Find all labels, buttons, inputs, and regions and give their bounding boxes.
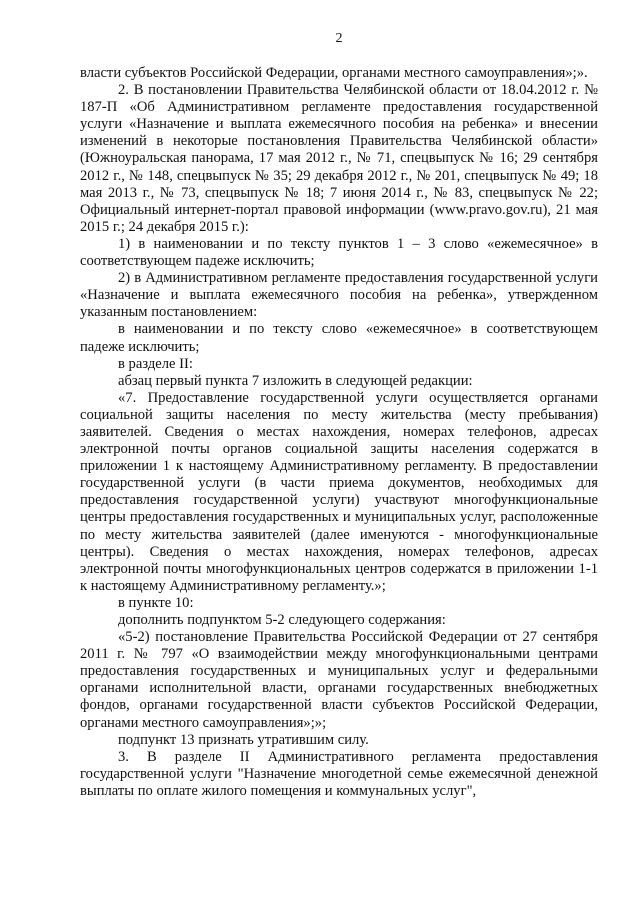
paragraph-item-2: 2. В постановлении Правительства Челябинской области от 18.04.2012 г. № 187-П «Об Административном регламенте предоставления государственной услуги «Назначение и выплата ежемесячного пособия на ребенка» и внесении изменений в некоторые постановления Правительства Челябинской области» (Южноуральская панорама, 17 мая 2012 г., № 71, спецвыпуск № 16; 29 сентября 2012 г., № 148, спецвыпуск № 35; 29 декабря 2012 г., № 201, спецвыпуск № 49; 18 мая 2013 г., № 73, спецвыпуск № 18; 7 июня 2014 г., № 83, спецвыпуск № 22; Официальный интернет-портал правовой информации (www.pravo.gov.ru), 21 мая 2015 г.; 24 декабря 2015 г.): xyxy=(80,82,598,235)
paragraph-clause-7-intro: абзац первый пункта 7 изложить в следующей редакции: xyxy=(118,372,473,389)
paragraph-subitem-1: 1) в наименовании и по тексту пунктов 1 – 3 слово «ежемесячное» в соответствующем падеже исключить; xyxy=(80,235,598,270)
paragraph-subclause-5-2: «5-2) постановление Правительства Российской Федерации от 27 сентября 2011 г. № 797 «О взаимодействии между многофункциональными центрами предоставления государственных и муниципальных услуг и федеральными органами исполнительной власти, органами государственных внебюджетных фондов, органами государственной власти субъектов Российской Федерации, органами местного самоуправления»;»; xyxy=(80,629,598,731)
paragraph-continuation: власти субъектов Российской Федерации, органами местного самоуправления»;». xyxy=(80,65,588,81)
document-page xyxy=(80,30,598,800)
page-number: 2 xyxy=(335,31,343,46)
paragraph-section-ii: в разделе II: xyxy=(118,355,193,372)
paragraph-name-change: в наименовании и по тексту слово «ежемесячное» в соответствующем падеже исключить; xyxy=(80,321,598,355)
paragraph-add-subclause: дополнить подпунктом 5-2 следующего содержания: xyxy=(118,612,446,628)
paragraph-item-3: 3. В разделе II Административного регламента предоставления государственной услуги "Назначение многодетной семье ежемесячной денежной выплаты по оплате жилого помещения и коммунальных услуг", xyxy=(80,748,598,799)
paragraph-clause-7-text: «7. Предоставление государственной услуги осуществляется органами социальной защиты населения по месту жительства (месту пребывания) заявителей. Сведения о местах нахождения, номерах телефонов, адресах электронной почты органов социальной защиты населения содержатся в приложении 1 к настоящему Административному регламенту. В предоставлении государственной услуги (в части приема документов, необходимых для предоставления государственной услуги) участвуют многофункциональные центры предоставления государственных и муниципальных услуг, расположенные по месту жительства заявителей (далее именуются - многофункциональные центры). Сведения о местах нахождения, номерах телефонов, адресах электронной почты многофункциональных центров содержатся в приложении 1-1 к настоящему Административному регламенту.»; xyxy=(80,389,598,594)
paragraph-subclause-13: подпункт 13 признать утратившим силу. xyxy=(118,731,369,748)
paragraph-clause-10: в пункте 10: xyxy=(118,594,194,611)
paragraph-subitem-2: 2) в Административном регламенте предоставления государственной услуги «Назначение и выплата ежемесячного пособия на ребенка», утвержденном указанным постановлением: xyxy=(80,270,598,321)
